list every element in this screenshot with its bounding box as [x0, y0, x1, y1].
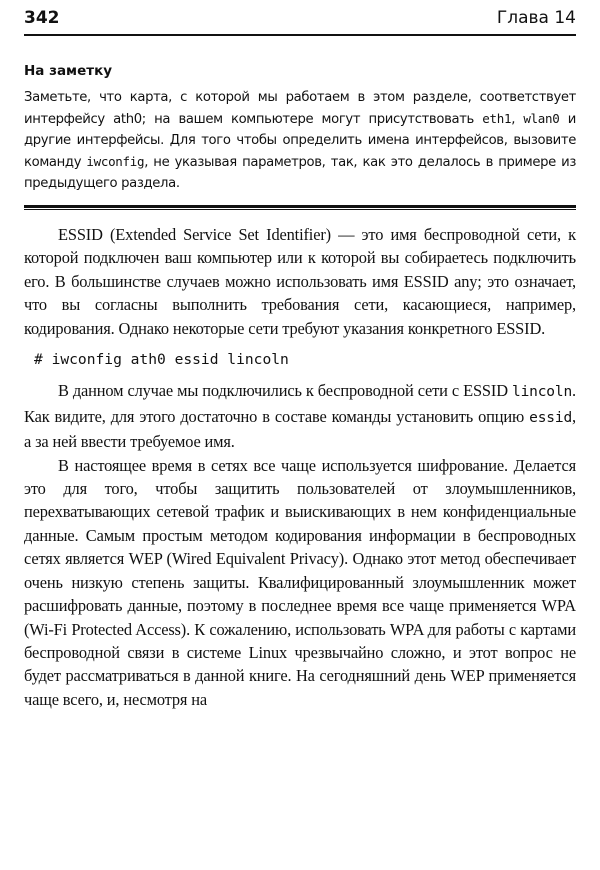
page-number: 342	[24, 8, 60, 28]
inline-code-lincoln: lincoln	[511, 384, 573, 401]
code-listing: # iwconfig ath0 essid lincoln	[34, 351, 289, 369]
chapter-title: Глава 14	[496, 8, 576, 28]
paragraph-text-part: В данном случае мы подключились к беспроводной сети с ESSID	[58, 381, 512, 401]
note-text-part: Заметьте, что карта, с которой мы работаем в этом разделе, соответствует интерфейсу ath0; на вашем компьютере могут присутствовать	[24, 90, 576, 127]
main-text	[24, 223, 576, 711]
header-rule	[24, 34, 576, 36]
paragraph-connected	[24, 379, 576, 453]
note-code-iwconfig: iwconfig	[86, 154, 145, 169]
note-text	[24, 87, 576, 194]
note-code-eth1: eth1	[482, 111, 512, 126]
note-divider	[24, 205, 576, 208]
paragraph-text-part: , а за ней ввести требуемое имя.	[24, 406, 576, 452]
note-title: На заметку	[24, 63, 113, 79]
note-divider-thin	[24, 209, 576, 210]
note-box	[24, 63, 576, 194]
note-text-part: ,	[511, 112, 524, 127]
inline-code-essid: essid	[529, 409, 573, 426]
page-header	[24, 8, 576, 32]
note-code-wlan0: wlan0	[523, 111, 560, 126]
paragraph-text-part: . Как видите, для этого достаточно в составе команды установить опцию	[24, 381, 576, 426]
paragraph-essid: ESSID (Extended Service Set Identifier) — это имя беспроводной сети, к которой подключен ваш компьютер или к которой вы собираетесь подключить его. В большинстве случаев можно использовать имя ESSID any; это означает, что вы согласны выполнить требования сети, касающиеся, например, кодирования. Однако некоторые сети требуют указания конкретного ESSID.	[24, 225, 576, 338]
note-text-part: , не указывая параметров, так, как это делалось в примере из предыдущего раздела.	[24, 155, 577, 191]
paragraph-encryption: В настоящее время в сетях все чаще используется шифрование. Делается это для того, чтобы защитить пользователей от злоумышленников, перехватывающих сетевой трафик и выискивающих в нем конфиденциальные данные. Самым простым методом кодирования информации в беспроводных сетях является WEP (Wired Equivalent Privacy). Однако этот метод обеспечивает очень низкую степень защиты. Квалифицированный злоумышленник может расшифровать данные, поэтому в последнее время все чаще применяется WPA (Wi-Fi Protected Access). К сожалению, использовать WPA для работы с картами беспроводной связи в системе Linux чрезвычайно сложно, и этот вопрос не будет рассматриваться в данной книге. На сегодняшний день WEP применяется чаще всего, и, несмотря на	[24, 455, 576, 709]
note-text-part: и другие интерфейсы. Для того чтобы определить имена интерфейсов, вызовите команду	[24, 112, 576, 170]
